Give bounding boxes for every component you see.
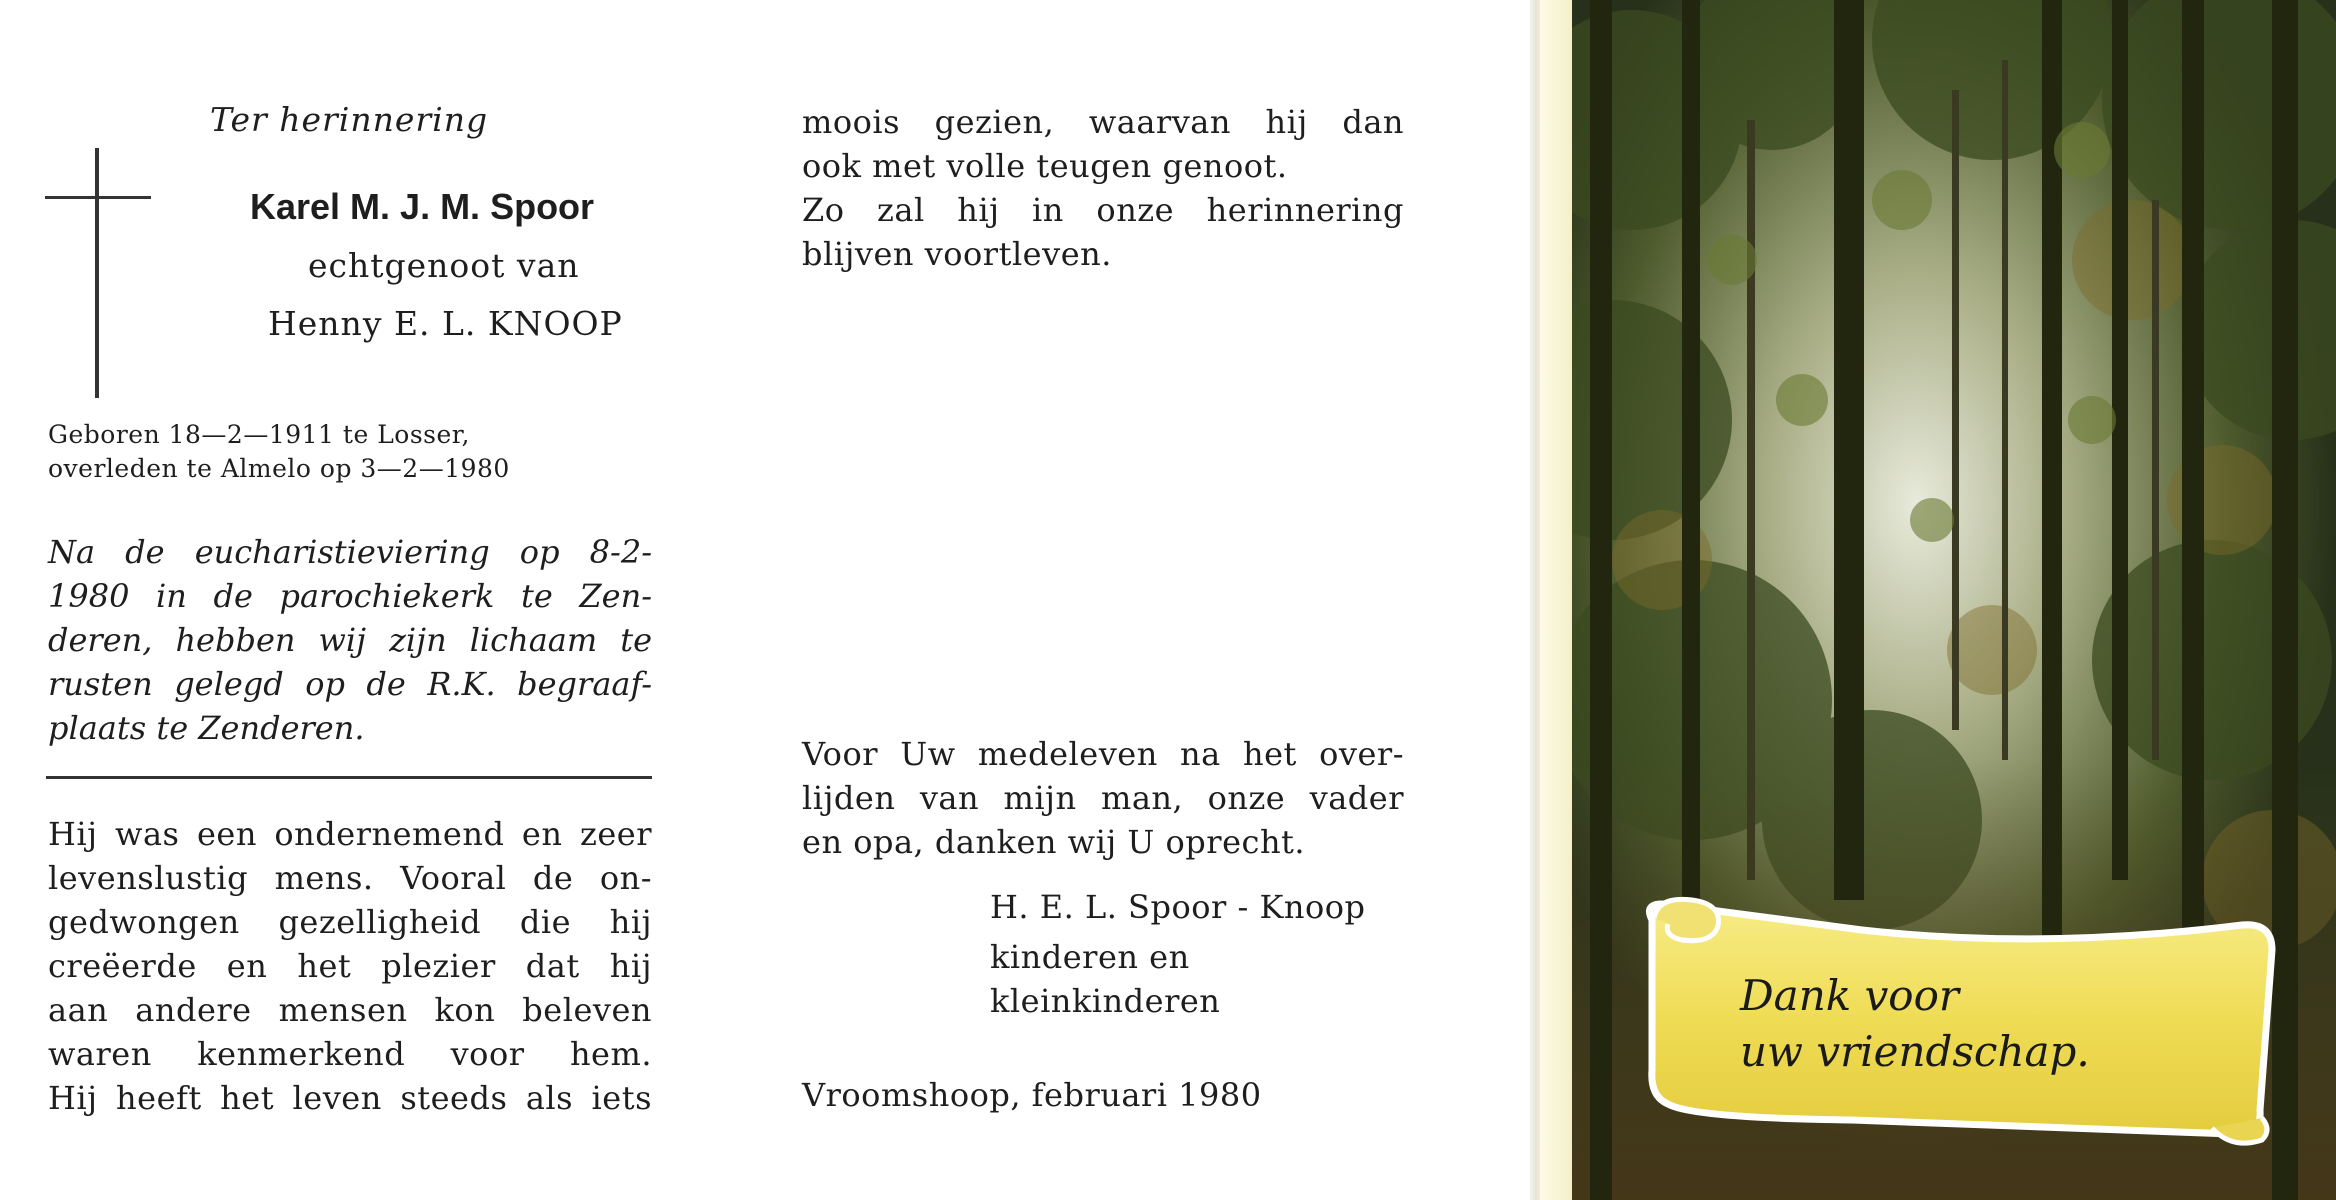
scroll-line: uw vriendschap. — [1740, 1027, 2090, 1076]
bio-line: creëerde en het plezier dat hij — [48, 947, 652, 985]
funeral-line: Na de eucharistieviering op 8-2- — [48, 533, 652, 571]
funeral-line: plaats te Zenderen. — [48, 709, 365, 747]
children-line: kinderen en — [990, 938, 1190, 976]
heading-ter-herinnering: Ter herinnering — [210, 100, 489, 139]
birth-line: Geboren 18—2—1911 te Losser, — [48, 420, 470, 449]
thanks-line: Voor Uw medeleven na het over- — [802, 735, 1404, 773]
bio-line: gedwongen gezelligheid die hij — [48, 903, 652, 941]
thanks-line: lijden van mijn man, onze vader — [802, 779, 1404, 817]
scroll-text — [1740, 968, 2090, 1080]
bio-line: levenslustig mens. Vooral de on- — [48, 859, 652, 897]
funeral-paragraph — [48, 530, 652, 750]
grandchildren-line: kleinkinderen — [990, 982, 1221, 1020]
bio-line: aan andere mensen kon beleven — [48, 991, 652, 1029]
left-panel — [0, 0, 760, 1200]
bio-line: waren kenmerkend voor hem. — [48, 1035, 652, 1073]
spouse-name: Henny E. L. KNOOP — [268, 304, 623, 343]
funeral-line: rusten gelegd op de R.K. begraaf- — [48, 665, 652, 703]
funeral-line: deren, hebben wij zijn lichaam te — [48, 621, 652, 659]
continuation-line: blijven voortleven. — [802, 235, 1112, 273]
funeral-line: 1980 in de parochiekerk te Zen- — [48, 577, 652, 615]
thanks-paragraph — [802, 732, 1404, 864]
bio-line: Hij heeft het leven steeds als iets — [48, 1079, 652, 1117]
spouse-of-label: echtgenoot van — [308, 246, 580, 285]
continuation-line: Zo zal hij in onze herinnering — [802, 191, 1404, 229]
continuation-paragraph — [802, 100, 1404, 276]
biography-paragraph — [48, 812, 652, 1120]
thanks-line: en opa, danken wij U oprecht. — [802, 823, 1306, 861]
bio-line: Hij was een ondernemend en zeer — [48, 815, 652, 853]
continuation-line: moois gezien, waarvan hij dan — [802, 103, 1404, 141]
place-date: Vroomshoop, februari 1980 — [802, 1076, 1262, 1114]
continuation-line: ook met volle teugen genoot. — [802, 147, 1288, 185]
cross-icon — [95, 148, 99, 398]
death-line: overleden te Almelo op 3—2—1980 — [48, 454, 510, 483]
cross-icon-bar — [45, 196, 151, 199]
divider — [46, 776, 652, 779]
deceased-name: Karel M. J. M. Spoor — [250, 186, 595, 227]
scroll-line: Dank voor — [1740, 971, 1959, 1020]
signer-name: H. E. L. Spoor - Knoop — [990, 888, 1366, 926]
card-edge — [1540, 0, 1572, 1200]
card-fold — [1530, 0, 1540, 1200]
